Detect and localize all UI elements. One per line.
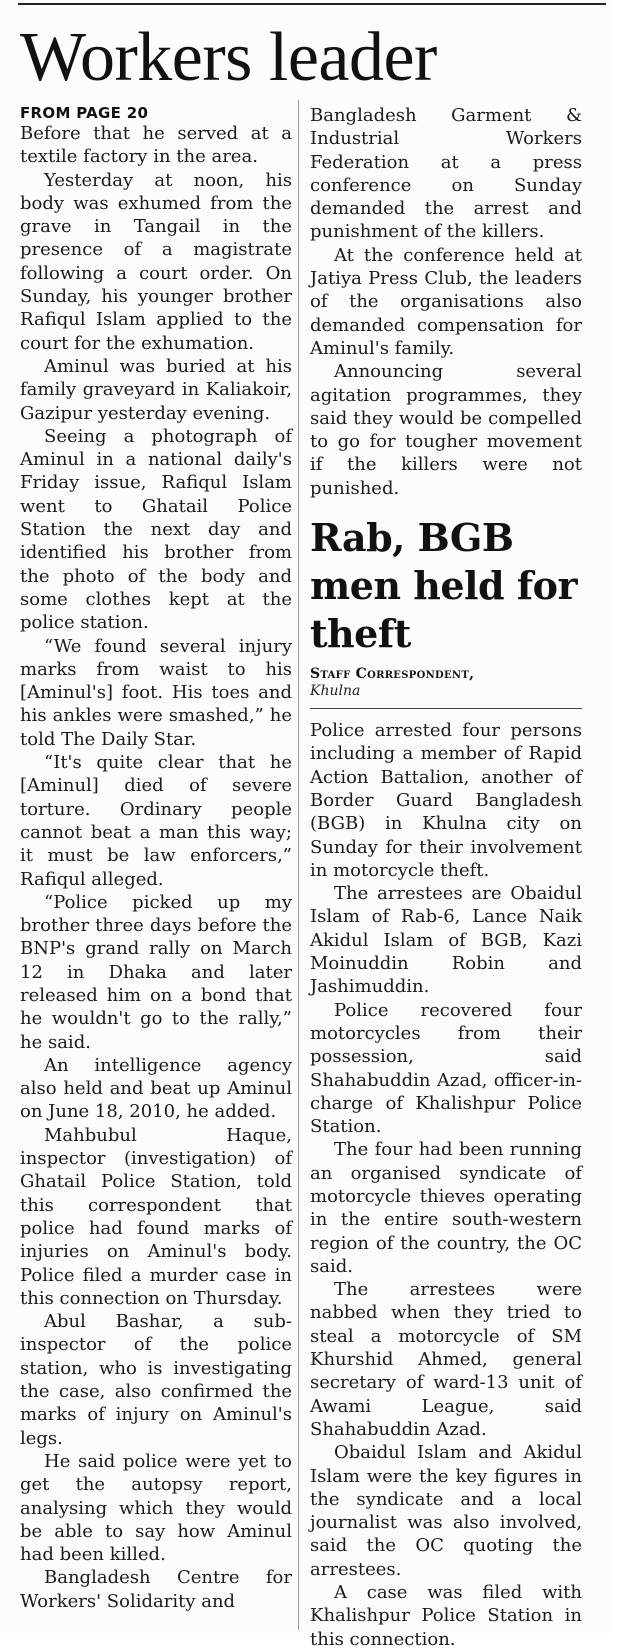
top-rule (18, 3, 606, 5)
byline-rule (310, 708, 582, 709)
paragraph: Before that he served at a textile factory in the area. (20, 123, 292, 168)
left-column (20, 104, 292, 1613)
paragraph: Aminul was buried at his family graveyard in Kaliakoir, Gazipur yesterday evening. (20, 355, 292, 424)
paragraph: A case was filed with Khalishpur Police Station in this connection. (310, 1582, 582, 1650)
paragraph: The arrestees are Obaidul Islam of Rab-6, Lance Naik Akidul Islam of BGB, Kazi Moinuddin Robin and Jashimuddin. (310, 883, 582, 998)
paragraph: Announcing several agitation programmes, they said they would be compelled to go for tougher movement if the killers were not punished. (310, 361, 582, 499)
byline (310, 666, 582, 700)
paragraph: An intelligence agency also held and beat up Aminul on June 18, 2010, he added. (20, 1054, 292, 1123)
paragraph: The four had been running an organised syndicate of motorcycle thieves operating in the entire south-western region of the country, the OC said. (310, 1139, 582, 1277)
paragraph: “Police picked up my brother three days before the BNP's grand rally on March 12 in Dhaka and later released him on a bond that he wouldn't go to the rally,” he said. (20, 891, 292, 1053)
paragraph: At the conference held at Jatiya Press Club, the leaders of the organisations also demanded compensation for Aminul's family. (310, 244, 582, 359)
paragraph: Obaidul Islam and Akidul Islam were the key figures in the syndicate and a local journalist was also involved, said the OC quoting the arrestees. (310, 1442, 582, 1580)
paragraph: The arrestees were nabbed when they tried to steal a motorcycle of SM Khurshid Ahmed, general secretary of ward-13 unit of Awami League, said Shahabuddin Azad. (310, 1279, 582, 1440)
paragraph: Bangladesh Centre for Workers' Solidarity and (20, 1567, 292, 1612)
right-column (310, 104, 582, 1651)
paragraph: He said police were yet to get the autopsy report, analysing which they would be able to say how Aminul had been killed. (20, 1450, 292, 1566)
paragraph: “It's quite clear that he [Aminul] died of severe torture. Ordinary people cannot beat a man this way; it must be law enforcers,” Rafiqul alleged. (20, 752, 292, 890)
continuation-kicker: FROM PAGE 20 (20, 104, 149, 122)
paragraph: Police arrested four persons including a member of Rapid Action Battalion, another of Border Guard Bangladesh (BGB) in Khulna city on Sunday for their involvement in motorcycle theft. (310, 720, 582, 881)
paragraph: Bangladesh Garment & Industrial Workers Federation at a press conference on Sunday demanded the arrest and punishment of the killers. (310, 105, 582, 243)
second-story-headline: Rab, BGB men held for theft (310, 515, 577, 657)
paragraph: Police recovered four motorcycles from their possession, said Shahabuddin Azad, officer-in-charge of Khalishpur Police Station. (310, 999, 582, 1138)
dateline: Khulna (310, 683, 361, 700)
paragraph: “We found several injury marks from waist to his [Aminul's] foot. His toes and his ankles were smashed,” he told The Daily Star. (20, 635, 292, 750)
paragraph: Mahbubul Haque, inspector (investigation) of Ghatail Police Station, told this correspondent that police had found marks of injuries on Aminul's body. Police filed a murder case in this connection on Thursday. (20, 1124, 292, 1309)
byline-name: Staff Correspondent, (310, 666, 475, 683)
paragraph: Abul Bashar, a sub-inspector of the police station, who is investigating the case, also confirmed the marks of injury on Aminul's legs. (20, 1311, 292, 1449)
paragraph: Seeing a photograph of Aminul in a national daily's Friday issue, Rafiqul Islam went to Ghatail Police Station the next day and identified his brother from the photo of the body and some clothes kept at the police station. (20, 425, 292, 634)
column-divider (298, 100, 299, 1630)
paragraph: Yesterday at noon, his body was exhumed from the grave in Tangail in the presence of a magistrate following a court order. On Sunday, his younger brother Rafiqul Islam applied to the court for the exhumation. (20, 169, 292, 354)
headline: Workers leader (20, 19, 437, 96)
